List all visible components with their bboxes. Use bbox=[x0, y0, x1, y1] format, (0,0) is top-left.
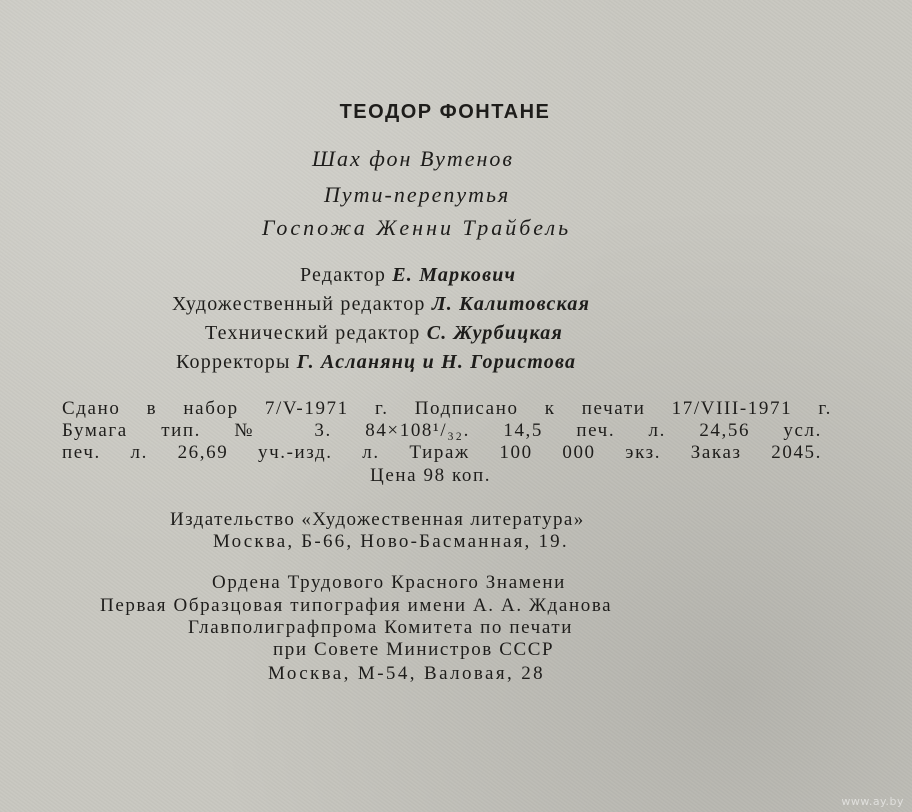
printer-address: Москва, М-54, Валовая, 28 bbox=[268, 663, 546, 684]
price-line: Цена 98 коп. bbox=[370, 465, 492, 486]
credit-person: Е. Маркович bbox=[392, 264, 517, 286]
credit-person: С. Журбицкая bbox=[426, 322, 564, 344]
printer-line-1: Ордена Трудового Красного Знамени bbox=[212, 572, 566, 593]
credit-editor bbox=[300, 265, 516, 285]
credit-proofreaders bbox=[176, 352, 576, 372]
author-name: ТЕОДОР ФОНТАНЕ bbox=[339, 101, 551, 123]
publisher-name: Издательство «Художественная литература» bbox=[170, 509, 585, 530]
book-title-2: Пути-перепутья bbox=[324, 182, 511, 207]
book-title-1: Шах фон Вутенов bbox=[312, 146, 514, 171]
credit-tech-editor bbox=[205, 323, 563, 343]
credit-role: Технический редактор bbox=[205, 322, 421, 344]
imprint-line-2: Бумага тип. № 3. 84×108¹/₃₂. 14,5 печ. л. 24,56 усл. bbox=[62, 420, 822, 441]
credit-role: Редактор bbox=[300, 264, 387, 286]
publisher-address: Москва, Б-66, Ново-Басманная, 19. bbox=[213, 531, 569, 552]
credit-role: Художественный редактор bbox=[172, 293, 426, 315]
credit-role: Корректоры bbox=[176, 351, 291, 373]
printer-line-4: при Совете Министров СССР bbox=[273, 639, 555, 660]
book-title-3: Госпожа Женни Трайбель bbox=[262, 215, 572, 240]
site-watermark: www.ay.by bbox=[841, 795, 904, 808]
credit-person: Г. Асланянц и Н. Гористова bbox=[296, 351, 577, 373]
printer-line-2: Первая Образцовая типография имени А. А. Жданова bbox=[100, 595, 613, 616]
credit-art-editor bbox=[172, 294, 590, 314]
imprint-line-1: Сдано в набор 7/V-1971 г. Подписано к печати 17/VIII-1971 г. bbox=[62, 398, 832, 419]
credit-person: Л. Калитовская bbox=[431, 293, 591, 315]
printer-line-3: Главполиграфпрома Комитета по печати bbox=[188, 617, 574, 638]
imprint-line-3: печ. л. 26,69 уч.-изд. л. Тираж 100 000 экз. Заказ 2045. bbox=[62, 442, 822, 463]
